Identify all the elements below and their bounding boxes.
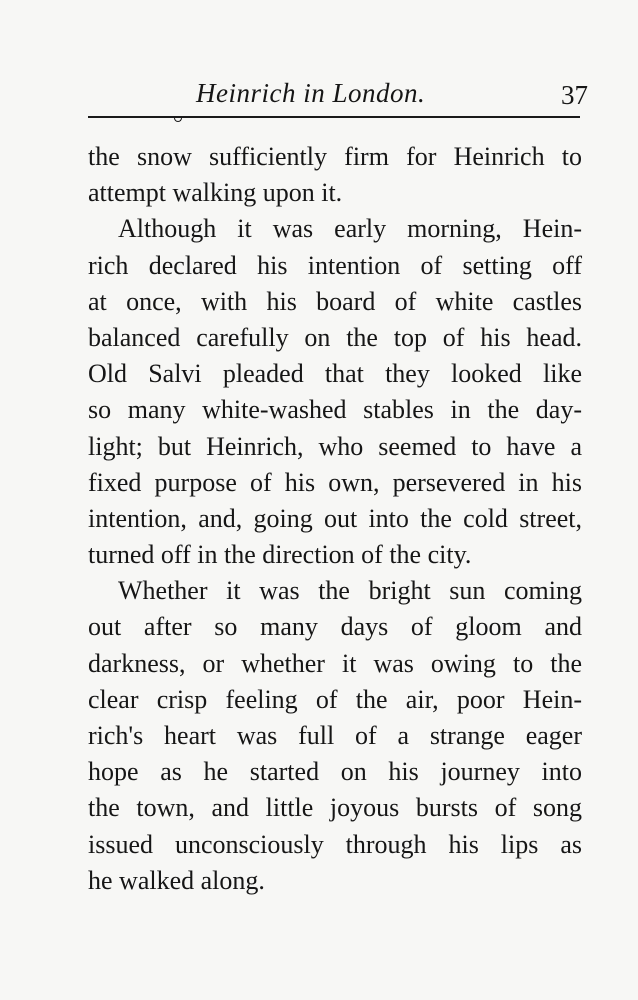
text-line: the town, and little joyous bursts of song — [88, 793, 582, 823]
paragraph — [88, 139, 582, 211]
text-line: rich's heart was full of a strange eager — [88, 721, 582, 750]
text-line: hope as he started on his journey into — [88, 757, 582, 787]
text-line: fixed purpose of his own, persevered in his — [88, 467, 582, 497]
text-line: so many white-washed stables in the day- — [88, 395, 582, 425]
text-line: out after so many days of gloom and — [88, 612, 582, 642]
text-line: intention, and, going out into the cold street, — [88, 503, 582, 533]
body-text — [88, 139, 582, 899]
text-line: clear crisp feeling of the air, poor Hein- — [88, 684, 582, 714]
text-line: darkness, or whether it was owing to the — [88, 648, 582, 678]
text-line: attempt walking upon it. — [88, 178, 343, 208]
page-header — [88, 72, 588, 120]
text-line: Whether it was the bright sun coming — [118, 576, 582, 606]
text-line: issued unconsciously through his lips as — [88, 829, 582, 859]
paragraph — [88, 573, 582, 899]
text-line: balanced carefully on the top of his head. — [88, 322, 582, 352]
text-line: at once, with his board of white castles — [88, 286, 582, 316]
header-rule — [88, 116, 580, 118]
paragraph — [88, 211, 582, 573]
text-line: Old Salvi pleaded that they looked like — [88, 359, 582, 389]
text-line: turned off in the direction of the city. — [88, 540, 472, 570]
running-title: Heinrich in London. — [196, 78, 426, 108]
text-line: rich declared his intention of setting off — [88, 250, 582, 280]
text-line: light; but Heinrich, who seemed to have a — [88, 431, 582, 461]
text-line: Although it was early morning, Hein- — [118, 214, 582, 244]
page-number: 37 — [561, 80, 588, 110]
text-line: the snow sufficiently firm for Heinrich to — [88, 142, 582, 171]
header-rule-ornament — [174, 116, 182, 122]
text-line: he walked along. — [88, 865, 265, 895]
